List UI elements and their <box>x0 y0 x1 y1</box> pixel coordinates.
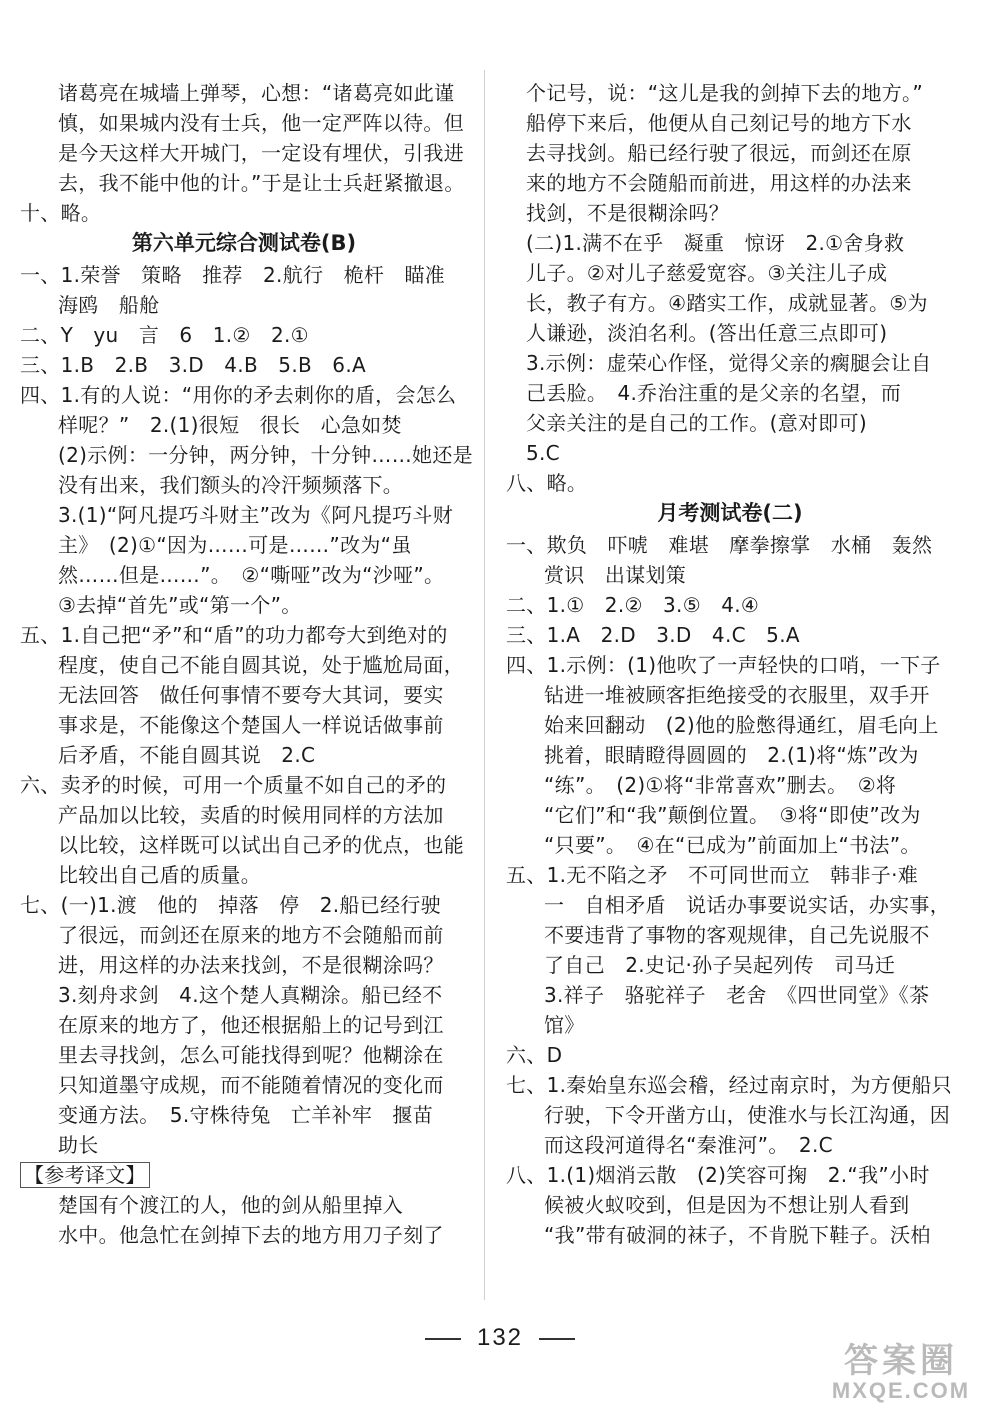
right-section-heading: 月考测试卷(二) <box>657 501 803 525</box>
right-text-line: 一、欺负 吓唬 难堪 摩拳擦掌 水桶 轰然 <box>506 533 933 557</box>
right-text-line: “我”带有破洞的袜子，不肯脱下鞋子。沃柏 <box>544 1223 931 1247</box>
left-text-line: 诸葛亮在城墙上弹琴，心想：“诸葛亮如此谨 <box>58 81 455 105</box>
left-text-line: 产品加以比较，卖盾的时候用同样的方法加 <box>58 803 444 827</box>
left-section-heading: 第六单元综合测试卷(B) <box>131 231 357 255</box>
right-text-line: “练”。 (2)①将“非常喜欢”删去。 ②将 <box>544 773 897 797</box>
left-text-line: 四、1.有的人说：“用你的矛去刺你的盾，会怎么 <box>20 383 457 407</box>
right-text-line: 始来回翻动 (2)他的脸憋得通红，眉毛向上 <box>544 713 939 737</box>
right-text-line: 不要违背了事物的客观规律，自己先说服不 <box>544 923 930 947</box>
left-text-line: 水中。他急忙在剑掉下去的地方用刀子刻了 <box>58 1223 444 1247</box>
left-text-line: ③去掉“首先”或“第一个”。 <box>58 593 302 617</box>
right-text-line: 二、1.① 2.② 3.⑤ 4.④ <box>506 593 760 617</box>
right-text-line: 了自己 2.史记·孙子吴起列传 司马迁 <box>544 953 896 977</box>
left-text-line: 去，我不能中他的计。”于是让士兵赶紧撤退。 <box>58 171 465 195</box>
right-text-line: 5.C <box>526 441 560 465</box>
right-text-line: “只要”。 ④在“已成为”前面加上“书法”。 <box>544 833 921 857</box>
left-text-line: 六、卖矛的时候，可用一个质量不如自己的矛的 <box>20 773 447 797</box>
left-text-line: 是今天这样大开城门，一定设有埋伏，引我进 <box>58 141 464 165</box>
right-text-line: 船停下来后，他便从自己刻记号的地方下水 <box>526 111 912 135</box>
left-text-line: 后矛盾，不能自圆其说 2.C <box>58 743 316 767</box>
right-text-line: 而这段河道得名“秦淮河”。 2.C <box>544 1133 833 1157</box>
right-text-line: 3.示例：虚荣心作怪，觉得父亲的瘸腿会让自 <box>526 351 932 375</box>
right-text-line: “它们”和“我”颠倒位置。 ③将“即使”改为 <box>544 803 921 827</box>
right-text-line: 七、1.秦始皇东巡会稽，经过南京时，为方便船只 <box>506 1073 952 1097</box>
left-text-line: 慎，如果城内没有士兵，他一定严阵以待。但 <box>58 111 464 135</box>
left-text-line: 进，用这样的办法来找剑，不是很糊涂吗？ <box>58 953 444 977</box>
right-text-line: 挑着，眼睛瞪得圆圆的 2.(1)将“炼”改为 <box>544 743 919 767</box>
right-text-line: 人谦逊，淡泊名利。(答出任意三点即可) <box>526 321 888 345</box>
left-text-line: 变通方法。 5.守株待兔 亡羊补牢 揠苗 <box>58 1103 434 1127</box>
left-text-line: 3.(1)“阿凡提巧斗财主”改为《阿凡提巧斗财 <box>58 503 454 527</box>
left-text-line: 十、略。 <box>20 201 102 225</box>
left-text-line: 程度，使自己不能自圆其说，处于尴尬局面， <box>58 653 464 677</box>
left-text-line: 事求是，不能像这个楚国人一样说话做事前 <box>58 713 444 737</box>
right-text-line: 候被火蚁咬到，但是因为不想让别人看到 <box>544 1193 910 1217</box>
right-text-line: 儿子。②对儿子慈爱宽容。③关注儿子成 <box>526 261 888 285</box>
right-text-line: (二)1.满不在乎 凝重 惊讶 2.①舍身救 <box>526 231 905 255</box>
watermark-bottom-text: MXQE.COM <box>831 1378 971 1403</box>
left-reference-label <box>20 1160 468 1190</box>
right-text-line: 八、1.(1)烟消云散 (2)笑容可掬 2.“我”小时 <box>506 1163 930 1187</box>
right-text-line: 来的地方不会随船而前进，用这样的办法来 <box>526 171 912 195</box>
right-text-line: 六、D <box>506 1043 563 1067</box>
left-text-line: 海鸥 船舱 <box>58 293 160 317</box>
page-number-text: 132 <box>476 1324 524 1351</box>
left-text-line: 二、Y yu 言 6 1.② 2.① <box>20 323 309 347</box>
left-text-line: 只知道墨守成规，而不能随着情况的变化而 <box>58 1073 444 1097</box>
right-text-line: 八、略。 <box>506 471 588 495</box>
left-text-line: 然……但是……”。 ②“嘶哑”改为“沙哑”。 <box>58 563 445 587</box>
left-text-line: 三、1.B 2.B 3.D 4.B 5.B 6.A <box>20 353 366 377</box>
right-text-line: 一 自相矛盾 说话办事要说实话，办实事， <box>544 893 950 917</box>
page-dash-right <box>539 1338 575 1340</box>
right-text-line: 五、1.无不陷之矛 不可同世而立 韩非子·难 <box>506 863 919 887</box>
right-text-line: 三、1.A 2.D 3.D 4.C 5.A <box>506 623 800 647</box>
left-text-line: 五、1.自己把“矛”和“盾”的功力都夸大到绝对的 <box>20 623 448 647</box>
right-text-line: 个记号，说：“这儿是我的剑掉下去的地方。” <box>526 81 924 105</box>
left-text-line: 一、1.荣誉 策略 推荐 2.航行 桅杆 瞄准 <box>20 263 446 287</box>
left-text-line: 以比较，这样既可以试出自己矛的优点，也能 <box>58 833 464 857</box>
left-text-line: (2)示例：一分钟，两分钟，十分钟……她还是 <box>58 443 473 467</box>
left-text-line: 在原来的地方了，他还根据船上的记号到江 <box>58 1013 444 1037</box>
right-text-line: 去寻找剑。船已经行驶了很远，而剑还在原 <box>526 141 912 165</box>
left-text-line: 没有出来，我们额头的冷汗频频落下。 <box>58 473 404 497</box>
left-text-line: 七、(一)1.渡 他的 掉落 停 2.船已经行驶 <box>20 893 441 917</box>
left-column <box>20 78 473 1250</box>
left-text-line: 助长 <box>58 1133 99 1157</box>
right-text-line: 四、1.示例：(1)他吹了一声轻快的口哨，一下子 <box>506 653 941 677</box>
right-text-line: 馆》 <box>544 1013 585 1037</box>
right-text-line: 长，教子有方。④踏实工作，成就显著。⑤为 <box>526 291 928 315</box>
left-text-line: 了很远，而剑还在原来的地方不会随船而前 <box>58 923 444 947</box>
right-text-line: 父亲关注的是自己的工作。(意对即可) <box>526 411 868 435</box>
reference-tag: 【参考译文】 <box>20 1162 150 1188</box>
left-text-line: 无法回答 做任何事情不要夸大其词，要实 <box>58 683 444 707</box>
left-text-line: 样呢？” 2.(1)很短 很长 心急如焚 <box>58 413 402 437</box>
left-text-line: 3.刻舟求剑 4.这个楚人真糊涂。船已经不 <box>58 983 443 1007</box>
right-text-line: 赏识 出谋划策 <box>544 563 687 587</box>
right-text-line: 己丢脸。 4.乔治注重的是父亲的名望，而 <box>526 381 902 405</box>
page-dash-left <box>425 1338 461 1340</box>
watermark-logo <box>816 1333 986 1403</box>
left-text-line: 里去寻找剑，怎么可能找得到呢？他糊涂在 <box>58 1043 444 1067</box>
right-text-line: 行驶，下令开凿方山，使淮水与长江沟通，因 <box>544 1103 950 1127</box>
left-text-line: 楚国有个渡江的人，他的剑从船里掉入 <box>58 1193 404 1217</box>
column-divider <box>484 70 485 1300</box>
right-text-line: 找剑，不是很糊涂吗？ <box>526 201 729 225</box>
right-text-line: 3.祥子 骆驼祥子 老舍 《四世同堂》《茶 <box>544 983 930 1007</box>
right-column <box>506 78 954 1250</box>
right-text-line: 钻进一堆被顾客拒绝接受的衣服里，双手开 <box>544 683 930 707</box>
left-text-line: 主》 (2)①“因为……可是……”改为“虽 <box>58 533 412 557</box>
left-text-line: 比较出自己盾的质量。 <box>58 863 261 887</box>
watermark-top-text: 答案圈 <box>844 1342 958 1380</box>
